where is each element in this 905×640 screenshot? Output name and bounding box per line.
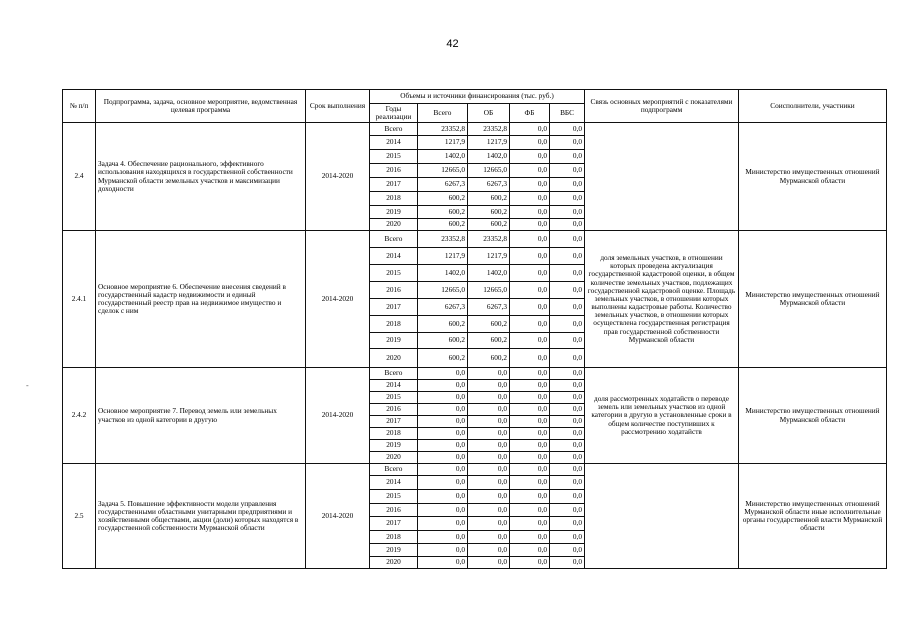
cell-vbs: 0,0: [550, 231, 585, 248]
cell-total: 0,0: [418, 544, 468, 557]
section-number: 2.4.1: [63, 231, 96, 368]
cell-fb: 0,0: [510, 150, 550, 164]
cell-ob: 1402,0: [468, 265, 510, 282]
cell-total: 0,0: [418, 428, 468, 440]
cell-vbs: 0,0: [550, 265, 585, 282]
cell-ob: 0,0: [468, 368, 510, 380]
cell-vbs: 0,0: [550, 282, 585, 299]
cell-total: 600,2: [418, 333, 468, 349]
cell-vbs: 0,0: [550, 452, 585, 464]
cell-ob: 12665,0: [468, 164, 510, 178]
cell-total: 600,2: [418, 316, 468, 333]
cell-year: 2017: [370, 299, 418, 316]
cell-vbs: 0,0: [550, 164, 585, 178]
stray-mark: -: [26, 381, 29, 390]
cell-fb: 0,0: [510, 557, 550, 569]
cell-fb: 0,0: [510, 231, 550, 248]
header-funding: Объемы и источники финансирования (тыс. руб.): [370, 90, 585, 104]
cell-total: 0,0: [418, 504, 468, 517]
header-years: Годы реализации: [370, 104, 418, 123]
cell-vbs: 0,0: [550, 368, 585, 380]
header-ob: ОБ: [468, 104, 510, 123]
cell-ob: 23352,8: [468, 123, 510, 136]
cell-vbs: 0,0: [550, 380, 585, 392]
cell-vbs: 0,0: [550, 544, 585, 557]
section-executors: Министерство имущественных отношений Мурманской области: [739, 123, 887, 231]
table-body: [63, 123, 887, 569]
page-number: 42: [446, 38, 459, 50]
cell-vbs: 0,0: [550, 299, 585, 316]
cell-vbs: 0,0: [550, 404, 585, 416]
cell-fb: 0,0: [510, 504, 550, 517]
header-fb: ФБ: [510, 104, 550, 123]
cell-ob: 0,0: [468, 557, 510, 569]
cell-total: 23352,8: [418, 231, 468, 248]
section-title: Основное мероприятие 6. Обеспечение внесения сведений в государственный кадастр недвижимости и единый государственный реестр прав на недвижимое имущество и сделок с ним: [96, 231, 306, 368]
cell-fb: 0,0: [510, 219, 550, 231]
table-row: [63, 368, 887, 380]
cell-total: 0,0: [418, 531, 468, 544]
cell-fb: 0,0: [510, 136, 550, 150]
cell-total: 12665,0: [418, 164, 468, 178]
cell-fb: 0,0: [510, 464, 550, 476]
cell-year: 2018: [370, 531, 418, 544]
cell-total: 600,2: [418, 219, 468, 231]
section-link: доля земельных участков, в отношении которых проведена актуализация государственной кадастровой оценки, в общем количестве земельных участков, подлежащих государственной кадастровой оценке. Площадь земельных участков, в отношении которых выполнены кадастровые работы. Количество земельных участков, в отношении которых осуществлена государственная регистрация прав государственной собственности Мурманской области: [585, 231, 739, 368]
cell-year: 2016: [370, 504, 418, 517]
cell-year: 2020: [370, 452, 418, 464]
cell-total: 6267,3: [418, 178, 468, 192]
cell-ob: 12665,0: [468, 282, 510, 299]
cell-vbs: 0,0: [550, 428, 585, 440]
cell-ob: 1217,9: [468, 248, 510, 265]
cell-year: 2018: [370, 316, 418, 333]
cell-fb: 0,0: [510, 349, 550, 368]
cell-year: 2019: [370, 440, 418, 452]
cell-year: 2020: [370, 219, 418, 231]
cell-ob: 600,2: [468, 206, 510, 219]
cell-year: Всего: [370, 368, 418, 380]
cell-year: 2020: [370, 557, 418, 569]
cell-total: 0,0: [418, 404, 468, 416]
cell-total: 600,2: [418, 349, 468, 368]
cell-ob: 0,0: [468, 452, 510, 464]
section-number: 2.5: [63, 464, 96, 569]
cell-ob: 600,2: [468, 349, 510, 368]
section-link: доля рассмотренных ходатайств о переводе земель или земельных участков из одной категории в другую в установленные сроки в общем количестве поступивших к рассмотрению ходатайств: [585, 368, 739, 464]
cell-total: 0,0: [418, 452, 468, 464]
cell-year: 2014: [370, 136, 418, 150]
section-term: 2014-2020: [306, 123, 370, 231]
cell-year: Всего: [370, 231, 418, 248]
cell-fb: 0,0: [510, 440, 550, 452]
cell-fb: 0,0: [510, 404, 550, 416]
cell-total: 0,0: [418, 416, 468, 428]
cell-year: Всего: [370, 123, 418, 136]
cell-total: 1217,9: [418, 136, 468, 150]
cell-year: 2014: [370, 476, 418, 490]
cell-year: 2017: [370, 517, 418, 531]
cell-year: 2019: [370, 544, 418, 557]
cell-ob: 0,0: [468, 380, 510, 392]
cell-year: 2016: [370, 282, 418, 299]
cell-year: 2015: [370, 392, 418, 404]
cell-ob: 0,0: [468, 440, 510, 452]
cell-total: 6267,3: [418, 299, 468, 316]
cell-fb: 0,0: [510, 476, 550, 490]
cell-total: 1402,0: [418, 265, 468, 282]
cell-vbs: 0,0: [550, 136, 585, 150]
section-title: Задача 4. Обеспечение рационального, эффективного использования находящихся в государственной собственности Мурманской области земельных участков и максимизации доходности: [96, 123, 306, 231]
cell-vbs: 0,0: [550, 192, 585, 206]
header-executors: Соисполнители, участники: [739, 90, 887, 123]
cell-year: 2015: [370, 265, 418, 282]
cell-vbs: 0,0: [550, 517, 585, 531]
cell-total: 1217,9: [418, 248, 468, 265]
cell-vbs: 0,0: [550, 333, 585, 349]
cell-total: 0,0: [418, 490, 468, 504]
table-row: [63, 464, 887, 476]
cell-vbs: 0,0: [550, 476, 585, 490]
cell-vbs: 0,0: [550, 557, 585, 569]
cell-total: 0,0: [418, 368, 468, 380]
cell-total: 1402,0: [418, 150, 468, 164]
cell-year: 2015: [370, 490, 418, 504]
cell-fb: 0,0: [510, 333, 550, 349]
cell-fb: 0,0: [510, 368, 550, 380]
header-num: № п/п: [63, 90, 96, 123]
header-program: Подпрограмма, задача, основное мероприятие, ведомственная целевая программа: [96, 90, 306, 123]
section-number: 2.4: [63, 123, 96, 231]
cell-ob: 600,2: [468, 192, 510, 206]
table-row: [63, 123, 887, 136]
table-row: [63, 231, 887, 248]
section-executors: Министерство имущественных отношений Мурманской области: [739, 368, 887, 464]
cell-fb: 0,0: [510, 299, 550, 316]
section-executors: Министерство имущественных отношений Мурманской области иные исполнительные органы государственной власти Мурманской области: [739, 464, 887, 569]
cell-fb: 0,0: [510, 282, 550, 299]
cell-ob: 0,0: [468, 517, 510, 531]
cell-vbs: 0,0: [550, 440, 585, 452]
cell-total: 0,0: [418, 476, 468, 490]
cell-year: 2019: [370, 206, 418, 219]
cell-ob: 0,0: [468, 490, 510, 504]
cell-fb: 0,0: [510, 392, 550, 404]
cell-vbs: 0,0: [550, 392, 585, 404]
header-term: Срок выполнения: [306, 90, 370, 123]
cell-total: 0,0: [418, 440, 468, 452]
cell-vbs: 0,0: [550, 178, 585, 192]
cell-fb: 0,0: [510, 416, 550, 428]
cell-vbs: 0,0: [550, 219, 585, 231]
cell-year: Всего: [370, 464, 418, 476]
cell-ob: 6267,3: [468, 299, 510, 316]
cell-ob: 0,0: [468, 544, 510, 557]
cell-total: 0,0: [418, 464, 468, 476]
cell-vbs: 0,0: [550, 150, 585, 164]
cell-total: 0,0: [418, 392, 468, 404]
cell-vbs: 0,0: [550, 248, 585, 265]
cell-ob: 1217,9: [468, 136, 510, 150]
cell-ob: 0,0: [468, 392, 510, 404]
cell-vbs: 0,0: [550, 490, 585, 504]
cell-total: 0,0: [418, 517, 468, 531]
cell-fb: 0,0: [510, 123, 550, 136]
cell-ob: 0,0: [468, 404, 510, 416]
cell-ob: 0,0: [468, 464, 510, 476]
cell-ob: 600,2: [468, 219, 510, 231]
cell-year: 2016: [370, 164, 418, 178]
cell-fb: 0,0: [510, 380, 550, 392]
cell-year: 2018: [370, 192, 418, 206]
cell-fb: 0,0: [510, 248, 550, 265]
cell-ob: 600,2: [468, 316, 510, 333]
cell-fb: 0,0: [510, 265, 550, 282]
cell-total: 600,2: [418, 206, 468, 219]
cell-year: 2020: [370, 349, 418, 368]
cell-vbs: 0,0: [550, 316, 585, 333]
header-vbs: ВБС: [550, 104, 585, 123]
cell-year: 2018: [370, 428, 418, 440]
cell-total: 0,0: [418, 380, 468, 392]
cell-fb: 0,0: [510, 164, 550, 178]
cell-year: 2015: [370, 150, 418, 164]
section-title: Задача 5. Повышение эффективности модели управления государственными областными унитарными предприятиями и хозяйственными обществами, акции (доли) которых находятся в государственной собственности Мурманской области: [96, 464, 306, 569]
header-link: Связь основных мероприятий с показателями подпрограмм: [585, 90, 739, 123]
section-executors: Министерство имущественных отношений Мурманской области: [739, 231, 887, 368]
cell-fb: 0,0: [510, 490, 550, 504]
cell-vbs: 0,0: [550, 464, 585, 476]
cell-ob: 0,0: [468, 531, 510, 544]
cell-fb: 0,0: [510, 531, 550, 544]
cell-year: 2014: [370, 380, 418, 392]
cell-vbs: 0,0: [550, 349, 585, 368]
cell-fb: 0,0: [510, 178, 550, 192]
cell-year: 2014: [370, 248, 418, 265]
cell-ob: 23352,8: [468, 231, 510, 248]
cell-ob: 0,0: [468, 504, 510, 517]
cell-fb: 0,0: [510, 192, 550, 206]
section-link: [585, 123, 739, 231]
cell-year: 2019: [370, 333, 418, 349]
section-number: 2.4.2: [63, 368, 96, 464]
cell-year: 2017: [370, 178, 418, 192]
cell-ob: 1402,0: [468, 150, 510, 164]
cell-fb: 0,0: [510, 517, 550, 531]
cell-fb: 0,0: [510, 428, 550, 440]
cell-fb: 0,0: [510, 544, 550, 557]
cell-ob: 6267,3: [468, 178, 510, 192]
section-term: 2014-2020: [306, 231, 370, 368]
cell-fb: 0,0: [510, 452, 550, 464]
cell-ob: 600,2: [468, 333, 510, 349]
cell-ob: 0,0: [468, 428, 510, 440]
cell-vbs: 0,0: [550, 206, 585, 219]
section-term: 2014-2020: [306, 464, 370, 569]
cell-vbs: 0,0: [550, 123, 585, 136]
cell-total: 600,2: [418, 192, 468, 206]
section-term: 2014-2020: [306, 368, 370, 464]
cell-ob: 0,0: [468, 416, 510, 428]
cell-vbs: 0,0: [550, 504, 585, 517]
cell-fb: 0,0: [510, 316, 550, 333]
cell-total: 0,0: [418, 557, 468, 569]
cell-fb: 0,0: [510, 206, 550, 219]
cell-total: 23352,8: [418, 123, 468, 136]
cell-vbs: 0,0: [550, 531, 585, 544]
financing-table: [62, 89, 887, 569]
cell-total: 12665,0: [418, 282, 468, 299]
cell-ob: 0,0: [468, 476, 510, 490]
cell-year: 2016: [370, 404, 418, 416]
section-link: [585, 464, 739, 569]
header-total: Всего: [418, 104, 468, 123]
cell-year: 2017: [370, 416, 418, 428]
section-title: Основное мероприятие 7. Перевод земель или земельных участков из одной категории в другую: [96, 368, 306, 464]
cell-vbs: 0,0: [550, 416, 585, 428]
